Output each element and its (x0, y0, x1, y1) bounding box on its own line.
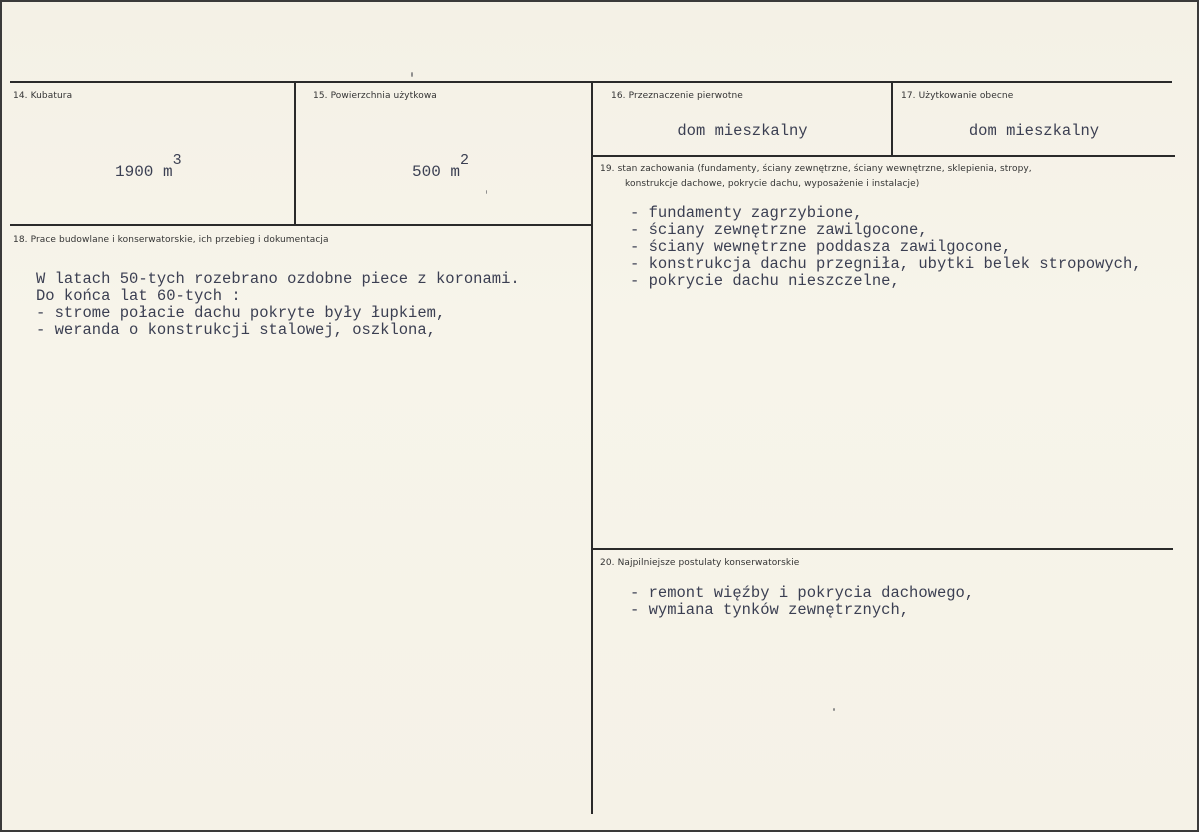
field-20-line: - wymiana tynków zewnętrznych, (630, 601, 910, 619)
field-20-label: 20. Najpilniejsze postulaty konserwatorskie (600, 558, 800, 568)
field-15-value (412, 152, 470, 181)
field-19-line: - konstrukcja dachu przegniła, ubytki belek stropowych, (630, 255, 1142, 273)
field-18-line: - weranda o konstrukcji stalowej, oszklona, (36, 321, 436, 339)
field-15-number: 500 m (412, 163, 461, 181)
rule-under-14-15 (10, 224, 592, 226)
rule-above-20 (593, 548, 1173, 550)
divider-14-15 (294, 83, 296, 225)
field-14-number: 1900 m (115, 163, 173, 181)
field-20-line: - remont więźby i pokrycia dachowego, (630, 584, 975, 602)
field-14-value (115, 152, 182, 181)
rule-under-16-17 (593, 155, 1175, 157)
field-18-line: Do końca lat 60-tych : (36, 287, 241, 305)
field-18-line: W latach 50-tych rozebrano ozdobne piece z koronami. (36, 270, 520, 288)
field-19-line: - ściany zewnętrzne zawilgocone, (630, 221, 928, 239)
field-19-line: - ściany wewnętrzne poddasza zawilgocone, (630, 238, 1012, 256)
main-vertical-divider (591, 83, 593, 814)
field-15-exponent: 2 (460, 152, 470, 169)
field-16-value: dom mieszkalny (677, 122, 808, 140)
field-16-label: 16. Przeznaczenie pierwotne (611, 91, 743, 101)
field-19-label-line2: konstrukcje dachowe, pokrycie dachu, wyposażenie i instalacje) (625, 179, 920, 189)
field-14-label: 14. Kubatura (13, 91, 73, 101)
field-17-label: 17. Użytkowanie obecne (901, 91, 1014, 101)
field-18-line: - strome połacie dachu pokryte były łupkiem, (36, 304, 446, 322)
field-19-line: - pokrycie dachu nieszczelne, (630, 272, 900, 290)
field-19-line: - fundamenty zagrzybione, (630, 204, 863, 222)
paper-speck (486, 190, 487, 194)
paper-speck (833, 708, 835, 711)
field-14-exponent: 3 (172, 152, 182, 169)
field-19-label-line1: 19. stan zachowania (fundamenty, ściany zewnętrzne, ściany wewnętrzne, sklepienia, stropy, (600, 164, 1032, 174)
field-15-label: 15. Powierzchnia użytkowa (313, 91, 437, 101)
field-17-value: dom mieszkalny (968, 122, 1100, 140)
paper-speck (411, 72, 413, 77)
field-18-label: 18. Prace budowlane i konserwatorskie, ich przebieg i dokumentacja (13, 235, 329, 245)
divider-16-17 (891, 83, 893, 156)
